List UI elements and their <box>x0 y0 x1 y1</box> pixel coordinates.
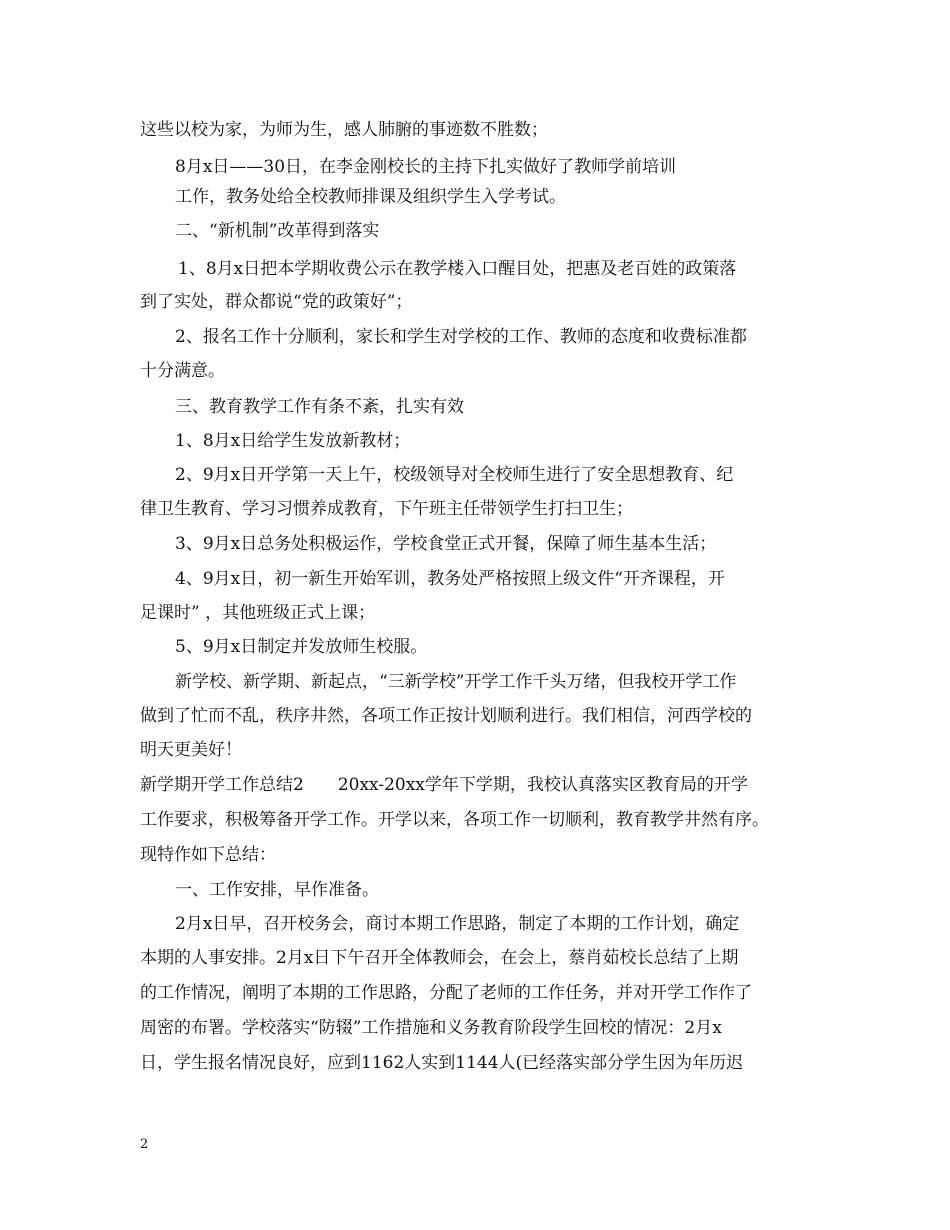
text-line: 这些以校为家，为师为生，感人肺腑的事迹数不胜数； <box>140 120 548 140</box>
page-number: 2 <box>140 1137 149 1152</box>
section-heading: 一、工作安排，早作准备。 <box>175 880 379 900</box>
text-line: 3、9月x日总务处积极运作，学校食堂正式开餐，保障了师生基本生活； <box>175 534 717 554</box>
text-line: 2、9月x日开学第一天上午，校级领导对全校师生进行了安全思想教育、纪 <box>175 465 734 485</box>
text-line: 2、报名工作十分顺利，家长和学生对学校的工作、教师的态度和收费标准都 <box>175 327 747 347</box>
section-heading: 二、“新机制”改革得到落实 <box>175 221 380 241</box>
text-line: 现特作如下总结： <box>140 845 276 865</box>
text-line: 做到了忙而不乱，秩序井然，各项工作正按计划顺利进行。我们相信，河西学校的 <box>140 706 752 726</box>
text-line: 2月x日早，召开校务会，商讨本期工作思路，制定了本期的工作计划，确定 <box>175 914 740 934</box>
text-line: 工作要求，积极筹备开学工作。开学以来，各项工作一切顺利，教育教学井然有序。 <box>140 810 769 830</box>
text-line: 的工作情况，阐明了本期的工作思路，分配了老师的工作任务，并对开学工作作了 <box>140 983 752 1003</box>
text-line: 周密的布署。学校落实“防辍”工作措施和义务教育阶段学生回校的情况：2月x <box>140 1018 722 1038</box>
text-line: 到了实处，群众都说“党的政策好”； <box>140 292 413 312</box>
text-line: 新学校、新学期、新起点，“三新学校”开学工作千头万绪，但我校开学工作 <box>175 672 737 692</box>
text-line: 日，学生报名情况良好，应到1162人实到1144人(已经落实部分学生因为年历迟 <box>140 1053 744 1073</box>
text-line: 明天更美好！ <box>140 740 242 760</box>
text-line: 十分满意。 <box>140 361 225 381</box>
text-line: 1、8月x日给学生发放新教材； <box>175 431 411 451</box>
text-line: 工作，教务处给全校教师排课及组织学生入学考试。 <box>175 187 566 207</box>
text-line: 足课时” ，其他班级正式上课； <box>140 603 376 623</box>
text-line: 1、8月x日把本学期收费公示在教学楼入口醒目处，把惠及老百姓的政策落 <box>178 259 737 279</box>
text-line: 4、9月x日，初一新生开始军训，教务处严格按照上级文件“开齐课程，开 <box>175 569 725 589</box>
text-line: 新学期开学工作总结2 20xx-20xx学年下学期，我校认真落实区教育局的开学 <box>140 775 748 795</box>
text-line: 8月x日——30日，在李金刚校长的主持下扎实做好了教师学前培训 <box>175 157 677 177</box>
text-line: 本期的人事安排。2月x日下午召开全体教师会，在会上，蔡肖茹校长总结了上期 <box>140 948 739 968</box>
text-line: 5、9月x日制定并发放师生校服。 <box>175 637 428 657</box>
section-heading: 三、教育教学工作有条不紊，扎实有效 <box>175 397 464 417</box>
text-line: 律卫生教育、学习习惯养成教育，下午班主任带领学生打扫卫生； <box>140 499 633 519</box>
